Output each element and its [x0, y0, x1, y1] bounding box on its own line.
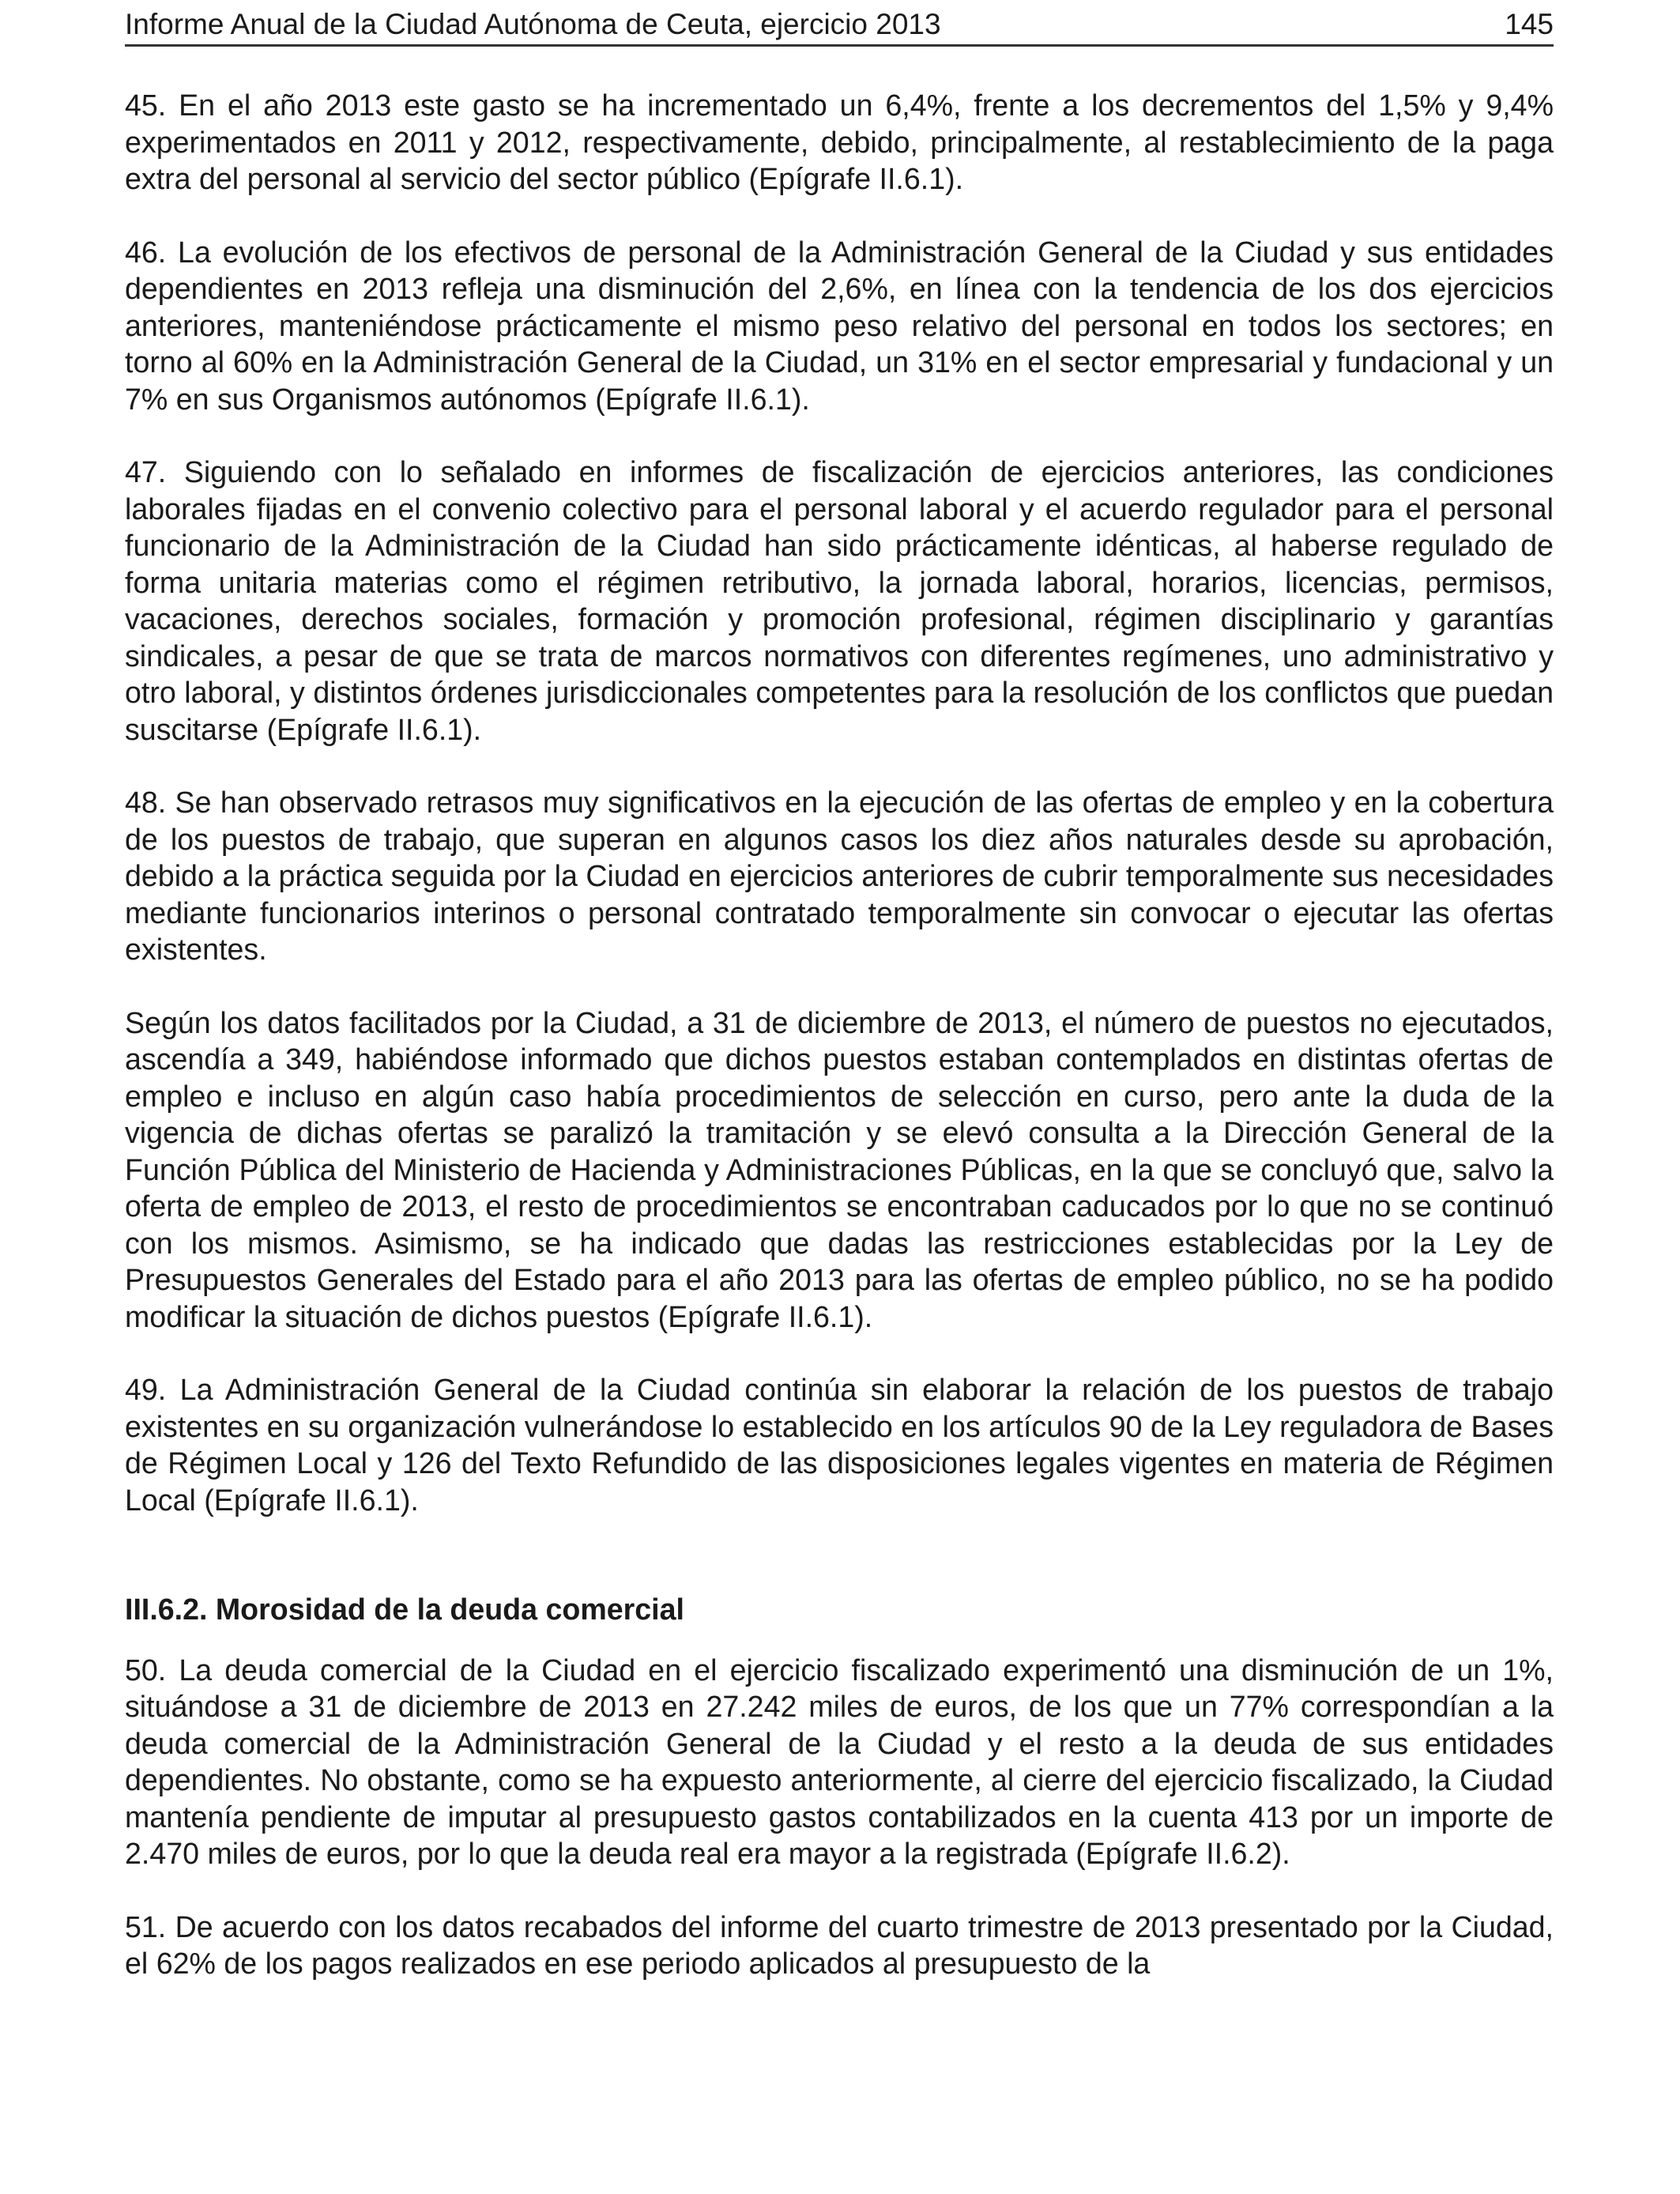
section-heading: III.6.2. Morosidad de la deuda comercial	[125, 1593, 684, 1626]
paragraph-50: 50. La deuda comercial de la Ciudad en el ejercicio fiscalizado experimentó una disminución de un 1%, situándose a 31 de diciembre de 2013 en 27.242 miles de euros, de los que un 77% correspondían a la deuda comercial de la Administración General de la Ciudad y el resto a la deuda de sus entidades dependientes. No obstante, como se ha expuesto anteriormente, al cierre del ejercicio fiscalizado, la Ciudad mantenía pendiente de imputar al presupuesto gastos contabilizados en la cuenta 413 por un importe de 2.470 miles de euros, por lo que la deuda real era mayor a la registrada (Epígrafe II.6.2).	[125, 1653, 1554, 1870]
paragraph-46: 46. La evolución de los efectivos de personal de la Administración General de la Ciudad y sus entidades dependientes en 2013 refleja una disminución del 2,6%, en línea con la tendencia de los dos ejercicios anteriores, manteniéndose prácticamente el mismo peso relativo del personal en todos los sectores; en torno al 60% en la Administración General de la Ciudad, un 31% en el sector empresarial y fundacional y un 7% en sus Organismos autónomos (Epígrafe II.6.1).	[125, 235, 1554, 416]
paragraph-48-continued: Según los datos facilitados por la Ciudad, a 31 de diciembre de 2013, el número de puestos no ejecutados, ascendía a 349, habiéndose informado que dichos puestos estaban contemplados en distintas ofertas de empleo e incluso en algún caso había procedimientos de selección en curso, pero ante la duda de la vigencia de dichas ofertas se paralizó la tramitación y se elevó consulta a la Dirección General de la Función Pública del Ministerio de Hacienda y Administraciones Públicas, en la que se concluyó que, salvo la oferta de empleo de 2013, el resto de procedimientos se encontraban caducados por lo que no se continuó con los mismos. Asimismo, se ha indicado que dadas las restricciones establecidas por la Ley de Presupuestos Generales del Estado para el año 2013 para las ofertas de empleo público, no se ha podido modificar la situación de dichos puestos (Epígrafe II.6.1).	[125, 1005, 1554, 1333]
paragraph-45: 45. En el año 2013 este gasto se ha incrementado un 6,4%, frente a los decrementos del 1,5% y 9,4% experimentados en 2011 y 2012, respectivamente, debido, principalmente, al restablecimiento de la paga extra del personal al servicio del sector público (Epígrafe II.6.1).	[125, 89, 1554, 195]
paragraph-51: 51. De acuerdo con los datos recabados del informe del cuarto trimestre de 2013 presentado por la Ciudad, el 62% de los pagos realizados en ese periodo aplicados al presupuesto de la	[125, 1909, 1554, 1980]
page-header	[125, 5, 1554, 47]
report-title: Informe Anual de la Ciudad Autónoma de Ceuta, ejercicio 2013	[125, 8, 941, 40]
page-number: 145	[1505, 8, 1554, 40]
paragraph-47: 47. Siguiendo con lo señalado en informes de fiscalización de ejercicios anteriores, las condiciones laborales fijadas en el convenio colectivo para el personal laboral y el acuerdo regulador para el personal funcionario de la Administración de la Ciudad han sido prácticamente idénticas, al haberse regulado de forma unitaria materias como el régimen retributivo, la jornada laboral, horarios, licencias, permisos, vacaciones, derechos sociales, formación y promoción profesional, régimen disciplinario y garantías sindicales, a pesar de que se trata de marcos normativos con diferentes regímenes, uno administrativo y otro laboral, y distintos órdenes jurisdiccionales competentes para la resolución de los conflictos que puedan suscitarse (Epígrafe II.6.1).	[125, 455, 1554, 746]
paragraph-48: 48. Se han observado retrasos muy significativos en la ejecución de las ofertas de empleo y en la cobertura de los puestos de trabajo, que superan en algunos casos los diez años naturales desde su aprobación, debido a la práctica seguida por la Ciudad en ejercicios anteriores de cubrir temporalmente sus necesidades mediante funcionarios interinos o personal contratado temporalmente sin convocar o ejecutar las ofertas existentes.	[125, 786, 1554, 966]
paragraph-49: 49. La Administración General de la Ciudad continúa sin elaborar la relación de los puestos de trabajo existentes en su organización vulnerándose lo establecido en los artículos 90 de la Ley reguladora de Bases de Régimen Local y 126 del Texto Refundido de las disposiciones legales vigentes en materia de Régimen Local (Epígrafe II.6.1).	[125, 1373, 1554, 1517]
document-body	[125, 87, 1554, 2181]
